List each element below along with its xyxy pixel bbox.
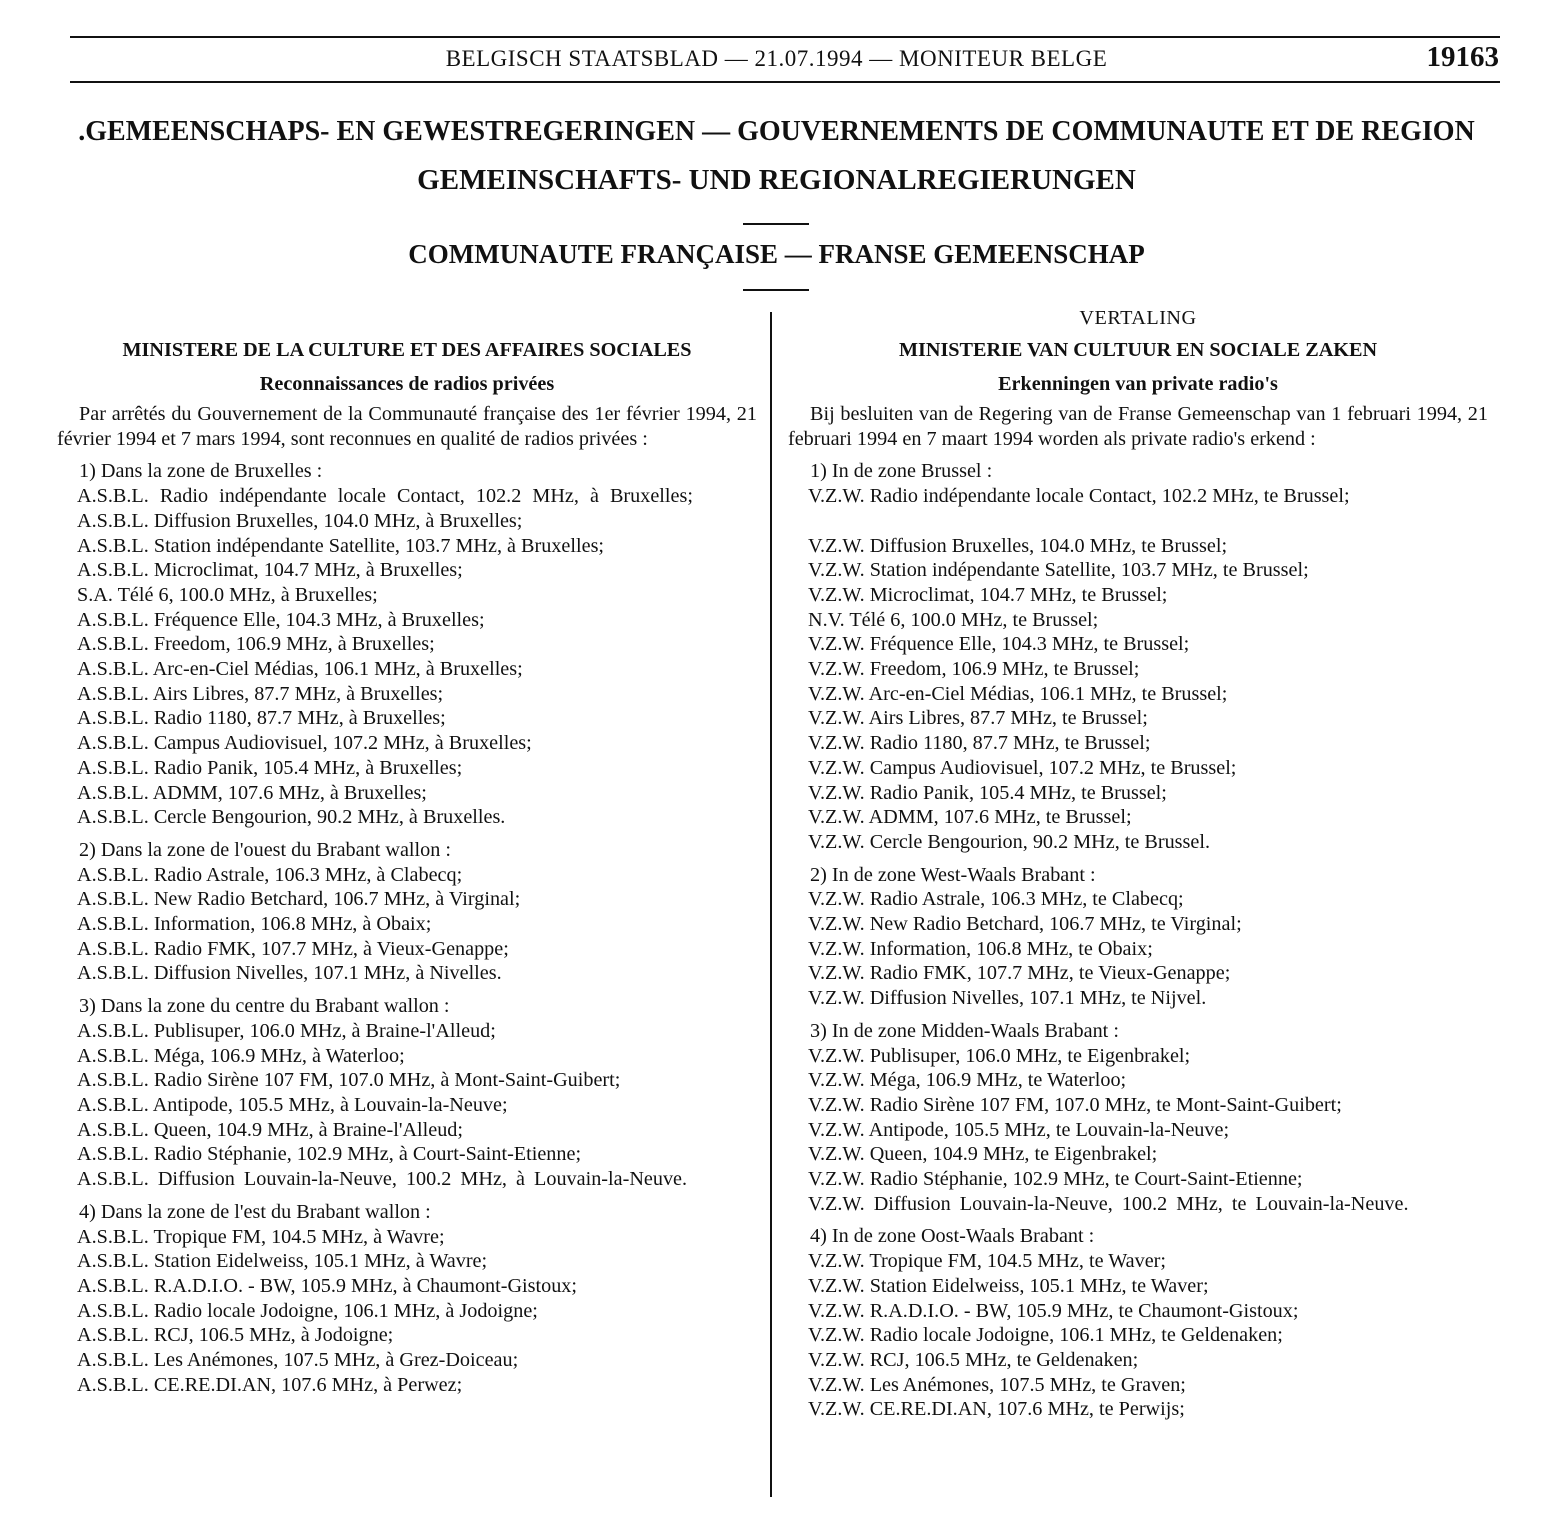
list-item: A.S.B.L. Les Anémones, 107.5 MHz, à Grez-Doiceau; [77,1349,519,1372]
page-number: 19163 [1426,41,1499,73]
list-item: V.Z.W. Tropique FM, 104.5 MHz, te Waver; [808,1250,1167,1273]
list-item: A.S.B.L. New Radio Betchard, 106.7 MHz, à Virginal; [77,888,521,911]
zone-title: 4) In de zone Oost-Waals Brabant : [810,1225,1095,1248]
list-item: A.S.B.L. Radio FMK, 107.7 MHz, à Vieux-Genappe; [77,937,509,960]
list-item: A.S.B.L. Station indépendante Satellite, 103.7 MHz, à Bruxelles; [77,534,605,557]
zone-title: 2) In de zone West-Waals Brabant : [810,863,1096,886]
list-item: A.S.B.L. Arc-en-Ciel Médias, 106.1 MHz, à Bruxelles; [77,658,523,681]
list-item: V.Z.W. Cercle Bengourion, 90.2 MHz, te Brussel. [808,830,1211,853]
ministry-title-nl: MINISTERIE VAN CULTUUR EN SOCIALE ZAKEN [898,339,1378,361]
list-item: V.Z.W. Diffusion Louvain-la-Neuve, 100.2 MHz, te Louvain-la-Neuve. [808,1192,1409,1215]
community-title: COMMUNAUTE FRANÇAISE — FRANSE GEMEENSCHAP [408,239,1145,269]
list-item: A.S.B.L. Freedom, 106.9 MHz, à Bruxelles; [77,633,435,656]
list-item: A.S.B.L. Cercle Bengourion, 90.2 MHz, à Bruxelles. [77,806,506,829]
list-item: V.Z.W. R.A.D.I.O. - BW, 105.9 MHz, te Chaumont-Gistoux; [808,1299,1299,1322]
subtitle-nl: Erkenningen van private radio's [998,373,1278,395]
list-item: A.S.B.L. Radio Panik, 105.4 MHz, à Bruxelles; [77,756,463,779]
list-item: V.Z.W. Publisuper, 106.0 MHz, te Eigenbrakel; [808,1044,1191,1067]
list-item: A.S.B.L. Campus Audiovisuel, 107.2 MHz, à Bruxelles; [77,732,532,755]
list-item: V.Z.W. Radio Sirène 107 FM, 107.0 MHz, te Mont-Saint-Guibert; [808,1093,1342,1116]
translation-label: VERTALING [1079,307,1197,329]
list-item: V.Z.W. New Radio Betchard, 106.7 MHz, te Virginal; [808,913,1242,936]
list-item: A.S.B.L. Radio Stéphanie, 102.9 MHz, à Court-Saint-Etienne; [77,1143,582,1166]
column-separator [770,312,772,1497]
list-item: N.V. Télé 6, 100.0 MHz, te Brussel; [808,608,1099,631]
header-bottom-rule [70,81,1500,83]
list-item: V.Z.W. Méga, 106.9 MHz, te Waterloo; [808,1069,1127,1092]
list-item: V.Z.W. Freedom, 106.9 MHz, te Brussel; [808,658,1140,681]
zone-title: 3) In de zone Midden-Waals Brabant : [810,1019,1119,1042]
list-item: A.S.B.L. CE.RE.DI.AN, 107.6 MHz, à Perwez; [77,1373,463,1396]
list-item: A.S.B.L. Méga, 106.9 MHz, à Waterloo; [77,1044,405,1067]
list-item: V.Z.W. RCJ, 106.5 MHz, te Geldenaken; [808,1349,1139,1371]
zone-title: 2) Dans la zone de l'ouest du Brabant wallon : [79,838,451,861]
list-item: V.Z.W. ADMM, 107.6 MHz, te Brussel; [808,806,1132,829]
list-item: A.S.B.L. Radio indépendante locale Contact, 102.2 MHz, à Bruxelles; [77,485,693,508]
list-item: S.A. Télé 6, 100.0 MHz, à Bruxelles; [77,583,378,606]
list-item: V.Z.W. Airs Libres, 87.7 MHz, te Brussel; [808,707,1148,730]
list-item: A.S.B.L. ADMM, 107.6 MHz, à Bruxelles; [77,781,427,804]
list-item: A.S.B.L. Diffusion Bruxelles, 104.0 MHz, à Bruxelles; [77,509,523,532]
list-item: V.Z.W. Radio Stéphanie, 102.9 MHz, te Court-Saint-Etienne; [808,1168,1303,1191]
intro-nl: Bij besluiten van de Regering van de Franse Gemeenschap van 1 februari 1994, 21 februari 1994 en 7 maart 1994 worden als private radio's erkend : [788,403,1488,450]
subtitle-fr: Reconnaissances de radios privées [259,373,555,395]
list-item: V.Z.W. Radio Astrale, 106.3 MHz, te Clabecq; [808,888,1184,911]
list-item: V.Z.W. Les Anémones, 107.5 MHz, te Graven; [808,1373,1186,1396]
intro-fr: Par arrêtés du Gouvernement de la Communauté française des 1er février 1994, 21 février 1994 et 7 mars 1994, sont reconnues en qualité de radios privées : [57,403,757,450]
zone-title: 3) Dans la zone du centre du Brabant wallon : [79,995,450,1018]
list-item: A.S.B.L. R.A.D.I.O. - BW, 105.9 MHz, à Chaumont-Gistoux; [77,1274,578,1297]
list-item: V.Z.W. Station indépendante Satellite, 103.7 MHz, te Brussel; [808,559,1309,582]
running-header: BELGISCH STAATSBLAD — 21.07.1994 — MONITEUR BELGE [445,46,1108,71]
list-item: A.S.B.L. Radio locale Jodoigne, 106.1 MHz, à Jodoigne; [77,1299,538,1322]
dutch-column [788,302,1488,1422]
section-title-line2: GEMEINSCHAFTS- UND REGIONALREGIERUNGEN [417,164,1136,196]
list-item: A.S.B.L. Diffusion Louvain-la-Neuve, 100.2 MHz, à Louvain-la-Neuve. [77,1168,688,1191]
list-item: V.Z.W. Radio Panik, 105.4 MHz, te Brussel; [808,781,1167,804]
list-item: A.S.B.L. Antipode, 105.5 MHz, à Louvain-la-Neuve; [77,1093,508,1116]
list-item: V.Z.W. Antipode, 105.5 MHz, te Louvain-la-Neuve; [808,1118,1230,1141]
zone-title: 1) Dans la zone de Bruxelles : [79,460,323,483]
zone-title: 1) In de zone Brussel : [810,460,993,483]
list-item: V.Z.W. Diffusion Bruxelles, 104.0 MHz, te Brussel; [808,534,1228,557]
section-title-line1: .GEMEENSCHAPS- EN GEWESTREGERINGEN — GOUVERNEMENTS DE COMMUNAUTE ET DE REGION [78,116,1475,147]
list-item: A.S.B.L. Fréquence Elle, 104.3 MHz, à Bruxelles; [77,608,485,631]
list-item: V.Z.W. Station Eidelweiss, 105.1 MHz, te Waver; [808,1274,1209,1297]
header-top-rule [70,36,1500,38]
list-item: A.S.B.L. Tropique FM, 104.5 MHz, à Wavre; [77,1225,445,1248]
list-item: A.S.B.L. Diffusion Nivelles, 107.1 MHz, à Nivelles. [77,962,502,985]
list-item: A.S.B.L. Airs Libres, 87.7 MHz, à Bruxelles; [77,682,444,705]
list-item: V.Z.W. Microclimat, 104.7 MHz, te Brussel; [808,583,1168,606]
list-item: V.Z.W. Fréquence Elle, 104.3 MHz, te Brussel; [808,633,1190,656]
list-item: A.S.B.L. Information, 106.8 MHz, à Obaix; [77,913,432,936]
list-item: V.Z.W. Radio 1180, 87.7 MHz, te Brussel; [808,732,1151,755]
ministry-title-fr: MINISTERE DE LA CULTURE ET DES AFFAIRES SOCIALES [122,339,692,361]
community-divider [743,289,809,291]
list-item: V.Z.W. Queen, 104.9 MHz, te Eigenbrakel; [808,1143,1158,1166]
zone-title: 4) Dans la zone de l'est du Brabant wallon : [79,1200,431,1223]
list-item: V.Z.W. Radio locale Jodoigne, 106.1 MHz, te Geldenaken; [808,1324,1283,1347]
list-item: A.S.B.L. RCJ, 106.5 MHz, à Jodoigne; [77,1324,394,1347]
list-item: A.S.B.L. Radio Astrale, 106.3 MHz, à Clabecq; [77,863,463,886]
list-item: A.S.B.L. Radio 1180, 87.7 MHz, à Bruxelles; [77,707,446,730]
list-item: A.S.B.L. Publisuper, 106.0 MHz, à Braine-l'Alleud; [77,1019,496,1042]
list-item: V.Z.W. Radio indépendante locale Contact, 102.2 MHz, te Brussel; [808,485,1350,508]
list-item: V.Z.W. Campus Audiovisuel, 107.2 MHz, te Brussel; [808,756,1237,779]
list-item: A.S.B.L. Radio Sirène 107 FM, 107.0 MHz, à Mont-Saint-Guibert; [77,1069,621,1092]
french-column [57,302,757,1397]
list-item: V.Z.W. CE.RE.DI.AN, 107.6 MHz, te Perwijs; [808,1398,1185,1421]
list-item: V.Z.W. Arc-en-Ciel Médias, 106.1 MHz, te Brussel; [808,682,1228,705]
left-pretitle-spacer [57,302,757,334]
list-item: A.S.B.L. Microclimat, 104.7 MHz, à Bruxelles; [77,559,463,582]
section-divider [743,223,809,225]
list-item: A.S.B.L. Station Eidelweiss, 105.1 MHz, à Wavre; [77,1250,488,1273]
list-item: V.Z.W. Information, 106.8 MHz, te Obaix; [808,937,1153,960]
list-item: A.S.B.L. Queen, 104.9 MHz, à Braine-l'Alleud; [77,1118,464,1141]
list-item: V.Z.W. Radio FMK, 107.7 MHz, te Vieux-Genappe; [808,962,1231,985]
list-item: V.Z.W. Diffusion Nivelles, 107.1 MHz, te Nijvel. [808,987,1207,1010]
